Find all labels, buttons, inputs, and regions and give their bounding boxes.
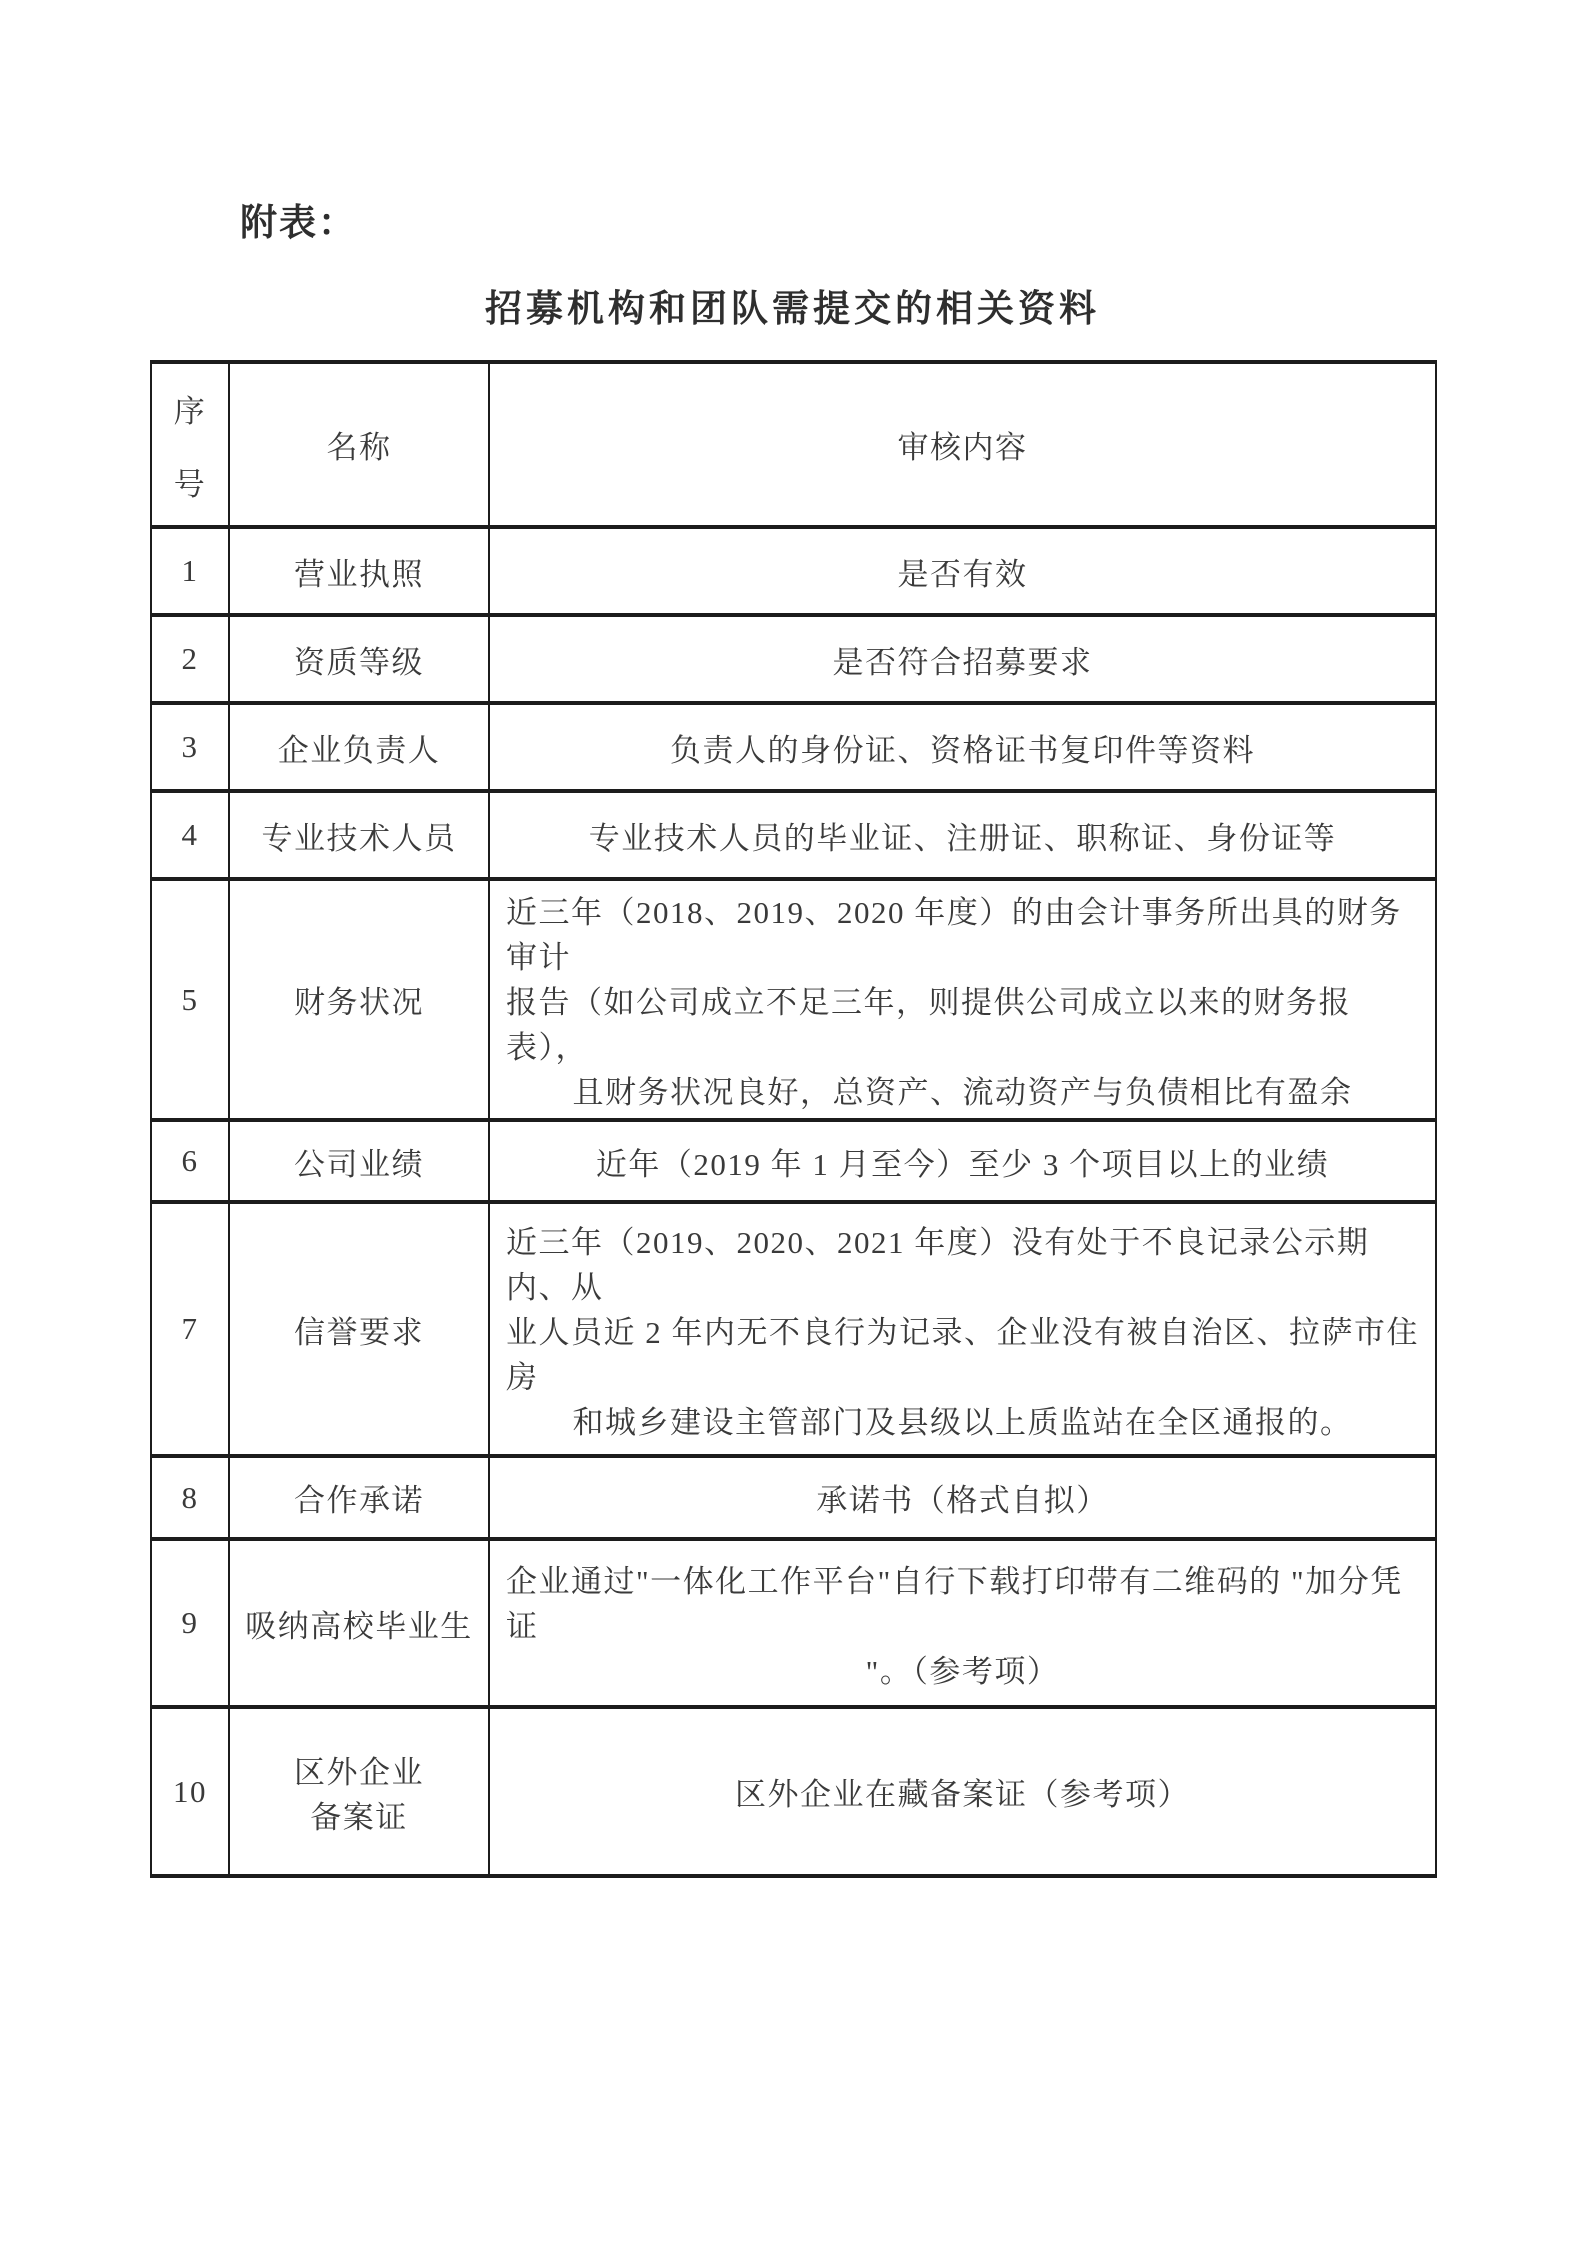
row-content — [489, 1202, 1436, 1456]
row-content: 承诺书（格式自拟） — [489, 1456, 1436, 1539]
row-name: 专业技术人员 — [229, 791, 489, 879]
row-name-line: 备案证 — [310, 1799, 408, 1835]
row-number: 6 — [151, 1120, 229, 1202]
header-index-line1: 序 — [173, 393, 207, 429]
header-index — [151, 362, 229, 527]
row-name: 企业负责人 — [229, 703, 489, 791]
document-title: 招募机构和团队需提交的相关资料 — [485, 289, 1100, 330]
row-number: 5 — [151, 879, 229, 1120]
row-name: 合作承诺 — [229, 1456, 489, 1539]
row-name: 财务状况 — [229, 879, 489, 1120]
row-number: 7 — [151, 1202, 229, 1456]
row-name: 资质等级 — [229, 615, 489, 703]
row-content: 是否有效 — [489, 527, 1436, 615]
header-index-line2: 号 — [173, 466, 207, 502]
row-number: 8 — [151, 1456, 229, 1539]
row-content: 近年（2019 年 1 月至今）至少 3 个项目以上的业绩 — [489, 1120, 1436, 1202]
table-row — [151, 879, 1436, 1120]
materials-table — [150, 360, 1437, 1878]
row-number: 10 — [151, 1707, 229, 1876]
header-content: 审核内容 — [489, 362, 1436, 527]
row-number: 1 — [151, 527, 229, 615]
row-number: 2 — [151, 615, 229, 703]
row-content — [489, 879, 1436, 1120]
row-content: 是否符合招募要求 — [489, 615, 1436, 703]
table-row — [151, 1120, 1436, 1202]
row-content — [489, 1539, 1436, 1707]
row-content-line: 近三年（2019、2020、2021 年度）没有处于不良记录公示期内、从 — [506, 1224, 1370, 1305]
table-row — [151, 1539, 1436, 1707]
appendix-label: 附表： — [240, 203, 357, 244]
table-row — [151, 615, 1436, 703]
row-name — [229, 1707, 489, 1876]
row-number: 9 — [151, 1539, 229, 1707]
row-content-line: 和城乡建设主管部门及县级以上质监站在全区通报的。 — [572, 1404, 1353, 1440]
row-number: 4 — [151, 791, 229, 879]
table-row — [151, 791, 1436, 879]
row-content-line: 近三年（2018、2019、2020 年度）的由会计事务所出具的财务审计 — [506, 895, 1402, 975]
row-name: 吸纳高校毕业生 — [229, 1539, 489, 1707]
table-header-row — [151, 362, 1436, 527]
row-content-line: "。（参考项） — [865, 1653, 1060, 1689]
row-content-line: 业人员近 2 年内无不良行为记录、企业没有被自治区、拉萨市住房 — [506, 1314, 1419, 1395]
table-row — [151, 703, 1436, 791]
row-content-line: 企业通过"一体化工作平台"自行下载打印带有二维码的 "加分凭证 — [506, 1563, 1403, 1644]
row-name: 营业执照 — [229, 527, 489, 615]
row-name: 公司业绩 — [229, 1120, 489, 1202]
row-number: 3 — [151, 703, 229, 791]
row-content-line: 报告（如公司成立不足三年，则提供公司成立以来的财务报表）， — [506, 985, 1351, 1065]
row-content: 负责人的身份证、资格证书复印件等资料 — [489, 703, 1436, 791]
table-row — [151, 1202, 1436, 1456]
table-row — [151, 1456, 1436, 1539]
table-row — [151, 1707, 1436, 1876]
header-name: 名称 — [229, 362, 489, 527]
row-name-line: 区外企业 — [294, 1754, 424, 1790]
row-content-line: 且财务状况良好，总资产、流动资产与负债相比有盈余 — [572, 1075, 1353, 1110]
row-name: 信誉要求 — [229, 1202, 489, 1456]
row-content: 专业技术人员的毕业证、注册证、职称证、身份证等 — [489, 791, 1436, 879]
table-row — [151, 527, 1436, 615]
row-content: 区外企业在藏备案证（参考项） — [489, 1707, 1436, 1876]
